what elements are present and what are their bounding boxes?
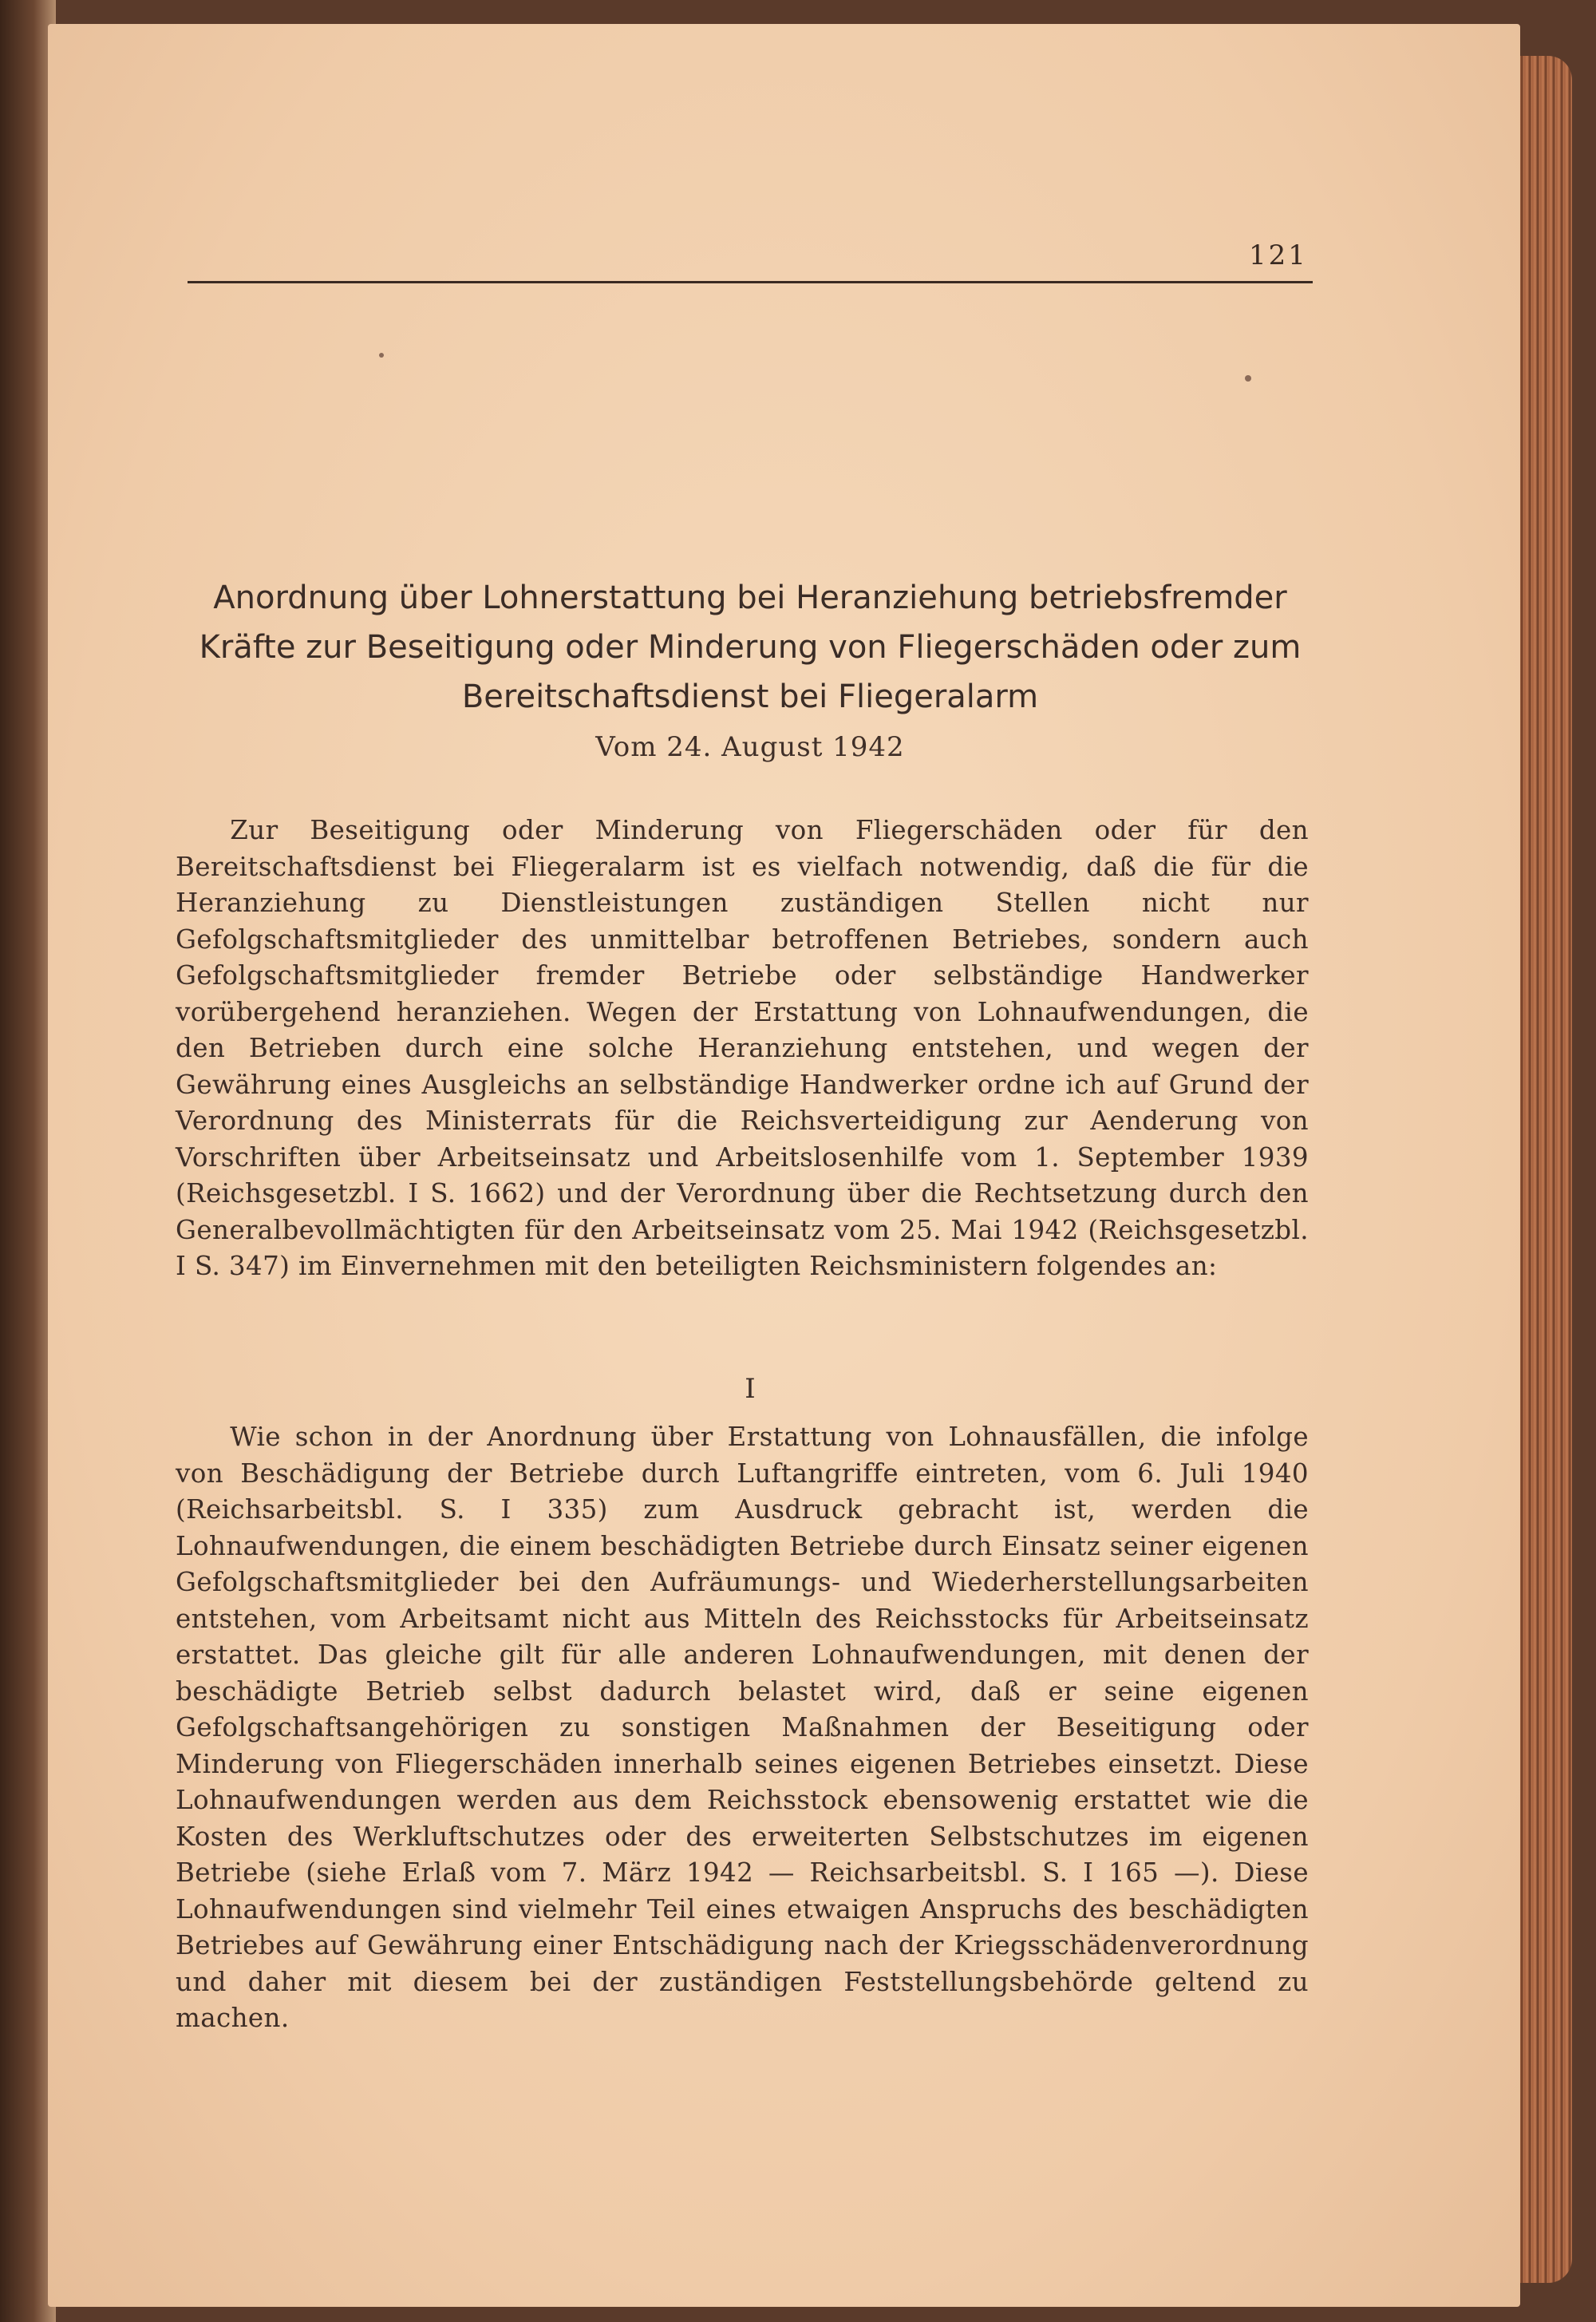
- scanned-page: [48, 24, 1520, 2307]
- paper-speck: [1245, 375, 1251, 382]
- section-numeral: I: [745, 1373, 756, 1405]
- document-title: Anordnung über Lohnerstattung bei Heranziehung betriebsfremder Kräfte zur Beseitigung oder Minderung von Fliegerschäden oder zum Bereitschaftsdienst bei Fliegeralarm: [199, 580, 1302, 715]
- document-date: Vom 24. August 1942: [595, 731, 905, 763]
- page-number: 121: [1249, 239, 1308, 271]
- intro-paragraph: Zur Beseitigung oder Minderung von Fliegerschäden oder für den Bereitschaftsdienst bei Fliegeralarm ist es vielfach notwendig, daß die für die Heranziehung zu Dienstleistungen zuständigen Stellen nicht nur Gefolgschaftsmitglieder des unmittelbar betroffenen Betriebes, sondern auch Gefolgschaftsmitglieder fremder Betriebe oder selbständige Handwerker vorübergehend heranziehen. Wegen der Erstattung von Lohnaufwendungen, die den Betrieben durch eine solche Heranziehung entstehen, und wegen der Gewährung eines Ausgleichs an selbständige Handwerker ordne ich auf Grund der Verordnung des Ministerrats für die Reichsverteidigung zur Aenderung von Vorschriften über Arbeitseinsatz und Arbeitslosenhilfe vom 1. September 1939 (Reichsgesetzbl. I S. 1662) und der Verordnung über die Rechtsetzung durch den Generalbevollmächtigten für den Arbeitseinsatz vom 25. Mai 1942 (Reichsgesetzbl. I S. 347) im Einvernehmen mit den beteiligten Reichsministern folgendes an:: [176, 815, 1309, 1281]
- header-rule: [188, 281, 1313, 283]
- section-paragraph: Wie schon in der Anordnung über Erstattung von Lohnausfällen, die infolge von Beschädigung der Betriebe durch Luftangriffe eintreten, vom 6. Juli 1940 (Reichsarbeitsbl. S. I 335) zum Ausdruck gebracht ist, werden die Lohnaufwendungen, die einem beschädigten Betriebe durch Einsatz seiner eigenen Gefolgschaftsmitglieder bei den Aufräumungs- und Wiederherstellungsarbeiten entstehen, vom Arbeitsamt nicht aus Mitteln des Reichsstocks für Arbeitseinsatz erstattet. Das gleiche gilt für alle anderen Lohnaufwendungen, mit denen der beschädigte Betrieb selbst dadurch belastet wird, daß er seine eigenen Gefolgschaftsangehörigen zu sonstigen Maßnahmen der Beseitigung oder Minderung von Fliegerschäden innerhalb seines eigenen Betriebes einsetzt. Diese Lohnaufwendungen werden aus dem Reichsstock ebensowenig erstattet wie die Kosten des Werkluftschutzes oder des erweiterten Selbstschutzes im eigenen Betriebe (siehe Erlaß vom 7. März 1942 — Reichsarbeitsbl. S. I 165 —). Diese Lohnaufwendungen sind vielmehr Teil eines etwaigen Anspruchs des beschädigten Betriebes auf Gewährung einer Entschädigung nach der Kriegsschädenverordnung und daher mit diesem bei der zuständigen Feststellungsbehörde geltend zu machen.: [176, 1422, 1309, 2033]
- paper-speck: [379, 353, 384, 358]
